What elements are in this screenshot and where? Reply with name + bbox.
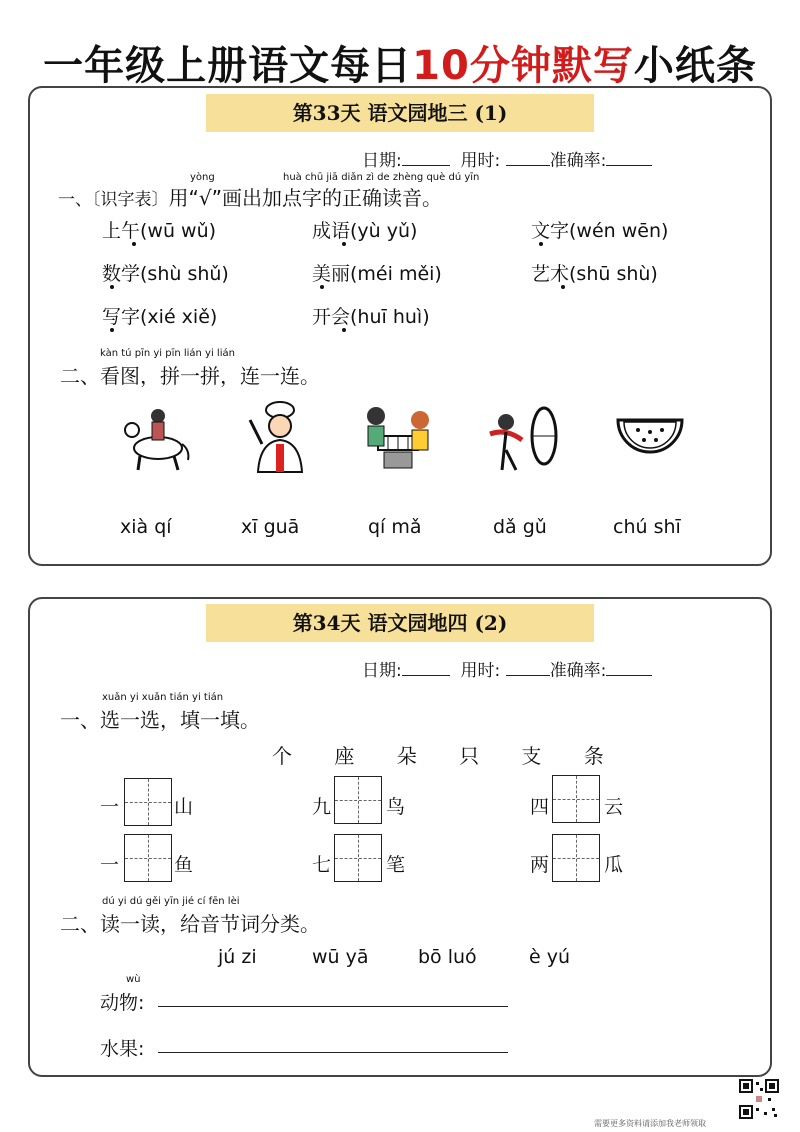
emphasis-dot: [110, 328, 114, 332]
syllable: bō luó: [418, 946, 477, 968]
title-part1: 一年级上册语文每日: [43, 43, 413, 89]
qr-code-icon: [738, 1078, 780, 1120]
q1-pinyin: xuǎn yi xuǎn tián yi tián: [102, 692, 224, 703]
answer-pinyin: dǎ gǔ: [493, 516, 547, 538]
emphasis-dot: [132, 242, 136, 246]
tianzige-box[interactable]: [124, 778, 172, 826]
fill-suffix: 鱼: [174, 854, 194, 876]
chef-picture: [240, 400, 316, 476]
fill-prefix: 七: [312, 854, 332, 876]
day33-banner: 第33天 语文园地三 (1): [206, 94, 594, 132]
emphasis-dot: [342, 328, 346, 332]
word-item: [312, 302, 430, 329]
date-label: 日期:: [362, 151, 402, 171]
q1-pinyin-yong: yòng: [190, 172, 215, 183]
syllable: è yú: [529, 946, 571, 968]
day34-meta: [362, 656, 652, 681]
day34-banner: 第34天 语文园地四 (2): [206, 604, 594, 642]
emphasis-dot: [561, 285, 565, 289]
word-text: 美丽: [312, 263, 351, 285]
q1-pinyin: huà chū jiā diǎn zì de zhèng què dú yīn: [283, 172, 480, 183]
word-options: (shū shù): [569, 263, 658, 285]
word-text: 文字: [531, 220, 570, 242]
q1-text: 用“√”画出加点字的正确读音。: [168, 186, 442, 210]
q1-prefix: 一、〔识字表〕: [58, 190, 169, 210]
time-blank[interactable]: [506, 149, 550, 166]
q2-pinyin: dú yi dú gěi yīn jié cí fēn lèi: [102, 896, 240, 907]
word-text: 数学: [102, 263, 141, 285]
word-item: [312, 216, 417, 243]
word-options: (yù yǔ): [350, 220, 418, 242]
day33-q2-title: 二、看图，拼一拼，连一连。: [60, 364, 320, 388]
word-item: [102, 216, 216, 243]
date-blank[interactable]: [402, 149, 450, 166]
date-blank[interactable]: [402, 659, 450, 676]
fruits-label: 水果:: [100, 1038, 145, 1060]
answer-pinyin: xī guā: [241, 516, 300, 538]
time-blank[interactable]: [506, 659, 550, 676]
word-item: [102, 302, 217, 329]
answer-pinyin: qí mǎ: [368, 516, 422, 538]
tianzige-box[interactable]: [334, 834, 382, 882]
fill-prefix: 一: [100, 796, 120, 818]
fill-prefix: 四: [530, 796, 550, 818]
word-text: 成语: [312, 220, 351, 242]
time-label: 用时:: [460, 151, 501, 171]
answer-pinyin: xià qí: [120, 516, 172, 538]
title-highlight: 10分钟默写: [412, 43, 634, 89]
fill-suffix: 云: [604, 796, 624, 818]
word-item: [531, 259, 658, 286]
animals-label: 动物:: [100, 992, 145, 1014]
tianzige-box[interactable]: [552, 775, 600, 823]
word-options: (xié xiě): [140, 306, 218, 328]
syllable: jú zi: [218, 946, 257, 968]
word-item: [102, 259, 229, 286]
date-label: 日期:: [362, 661, 402, 681]
day34-q2-title: 二、读一读，给音节词分类。: [60, 912, 320, 936]
accuracy-label: 准确率:: [549, 151, 607, 171]
tianzige-box[interactable]: [552, 834, 600, 882]
tianzige-box[interactable]: [124, 834, 172, 882]
day34-q1-title: 一、选一选，填一填。: [60, 708, 260, 732]
emphasis-dot: [342, 242, 346, 246]
word-options: (huī huì): [350, 306, 430, 328]
animals-answer-line[interactable]: [158, 1006, 508, 1007]
chess-playing-picture: [360, 400, 436, 476]
word-text: 上午: [102, 220, 141, 242]
emphasis-dot: [539, 242, 543, 246]
word-options: (méi měi): [350, 263, 442, 285]
answer-pinyin: chú shī: [613, 516, 681, 538]
fill-suffix: 瓜: [604, 854, 624, 876]
fruits-answer-line[interactable]: [158, 1052, 508, 1053]
measure-word-choices: 个 座 朵 只 支 条: [272, 744, 622, 768]
word-options: (wū wǔ): [140, 220, 217, 242]
day33-meta: [362, 146, 652, 171]
drum-beating-picture: [484, 400, 560, 476]
day33-q1-title: [58, 182, 442, 211]
q2-pinyin: kàn tú pīn yi pīn lián yi lián: [100, 348, 235, 359]
accuracy-blank[interactable]: [606, 659, 652, 676]
fill-prefix: 九: [312, 796, 332, 818]
word-options: (shù shǔ): [140, 263, 229, 285]
footer-note: 需要更多资料请添加我老师领取: [594, 1119, 706, 1128]
horse-riding-picture: [118, 400, 194, 476]
word-item: [531, 216, 668, 243]
accuracy-label: 准确率:: [549, 661, 607, 681]
fill-suffix: 山: [174, 796, 194, 818]
word-text: 艺术: [531, 263, 570, 285]
fill-suffix: 鸟: [386, 796, 406, 818]
fill-prefix: 两: [530, 854, 550, 876]
syllable: wū yā: [312, 946, 369, 968]
word-text: 写字: [102, 306, 141, 328]
time-label: 用时:: [460, 661, 501, 681]
word-options: (wén wēn): [569, 220, 669, 242]
word-text: 开会: [312, 306, 351, 328]
fill-suffix: 笔: [386, 854, 406, 876]
accuracy-blank[interactable]: [606, 149, 652, 166]
emphasis-dot: [320, 285, 324, 289]
title-part2: 小纸条: [633, 43, 757, 89]
animals-pinyin: wù: [126, 974, 141, 985]
page-title: [0, 34, 800, 91]
word-item: [312, 259, 442, 286]
emphasis-dot: [110, 285, 114, 289]
tianzige-box[interactable]: [334, 776, 382, 824]
watermelon-picture: [612, 400, 688, 476]
fill-prefix: 一: [100, 854, 120, 876]
